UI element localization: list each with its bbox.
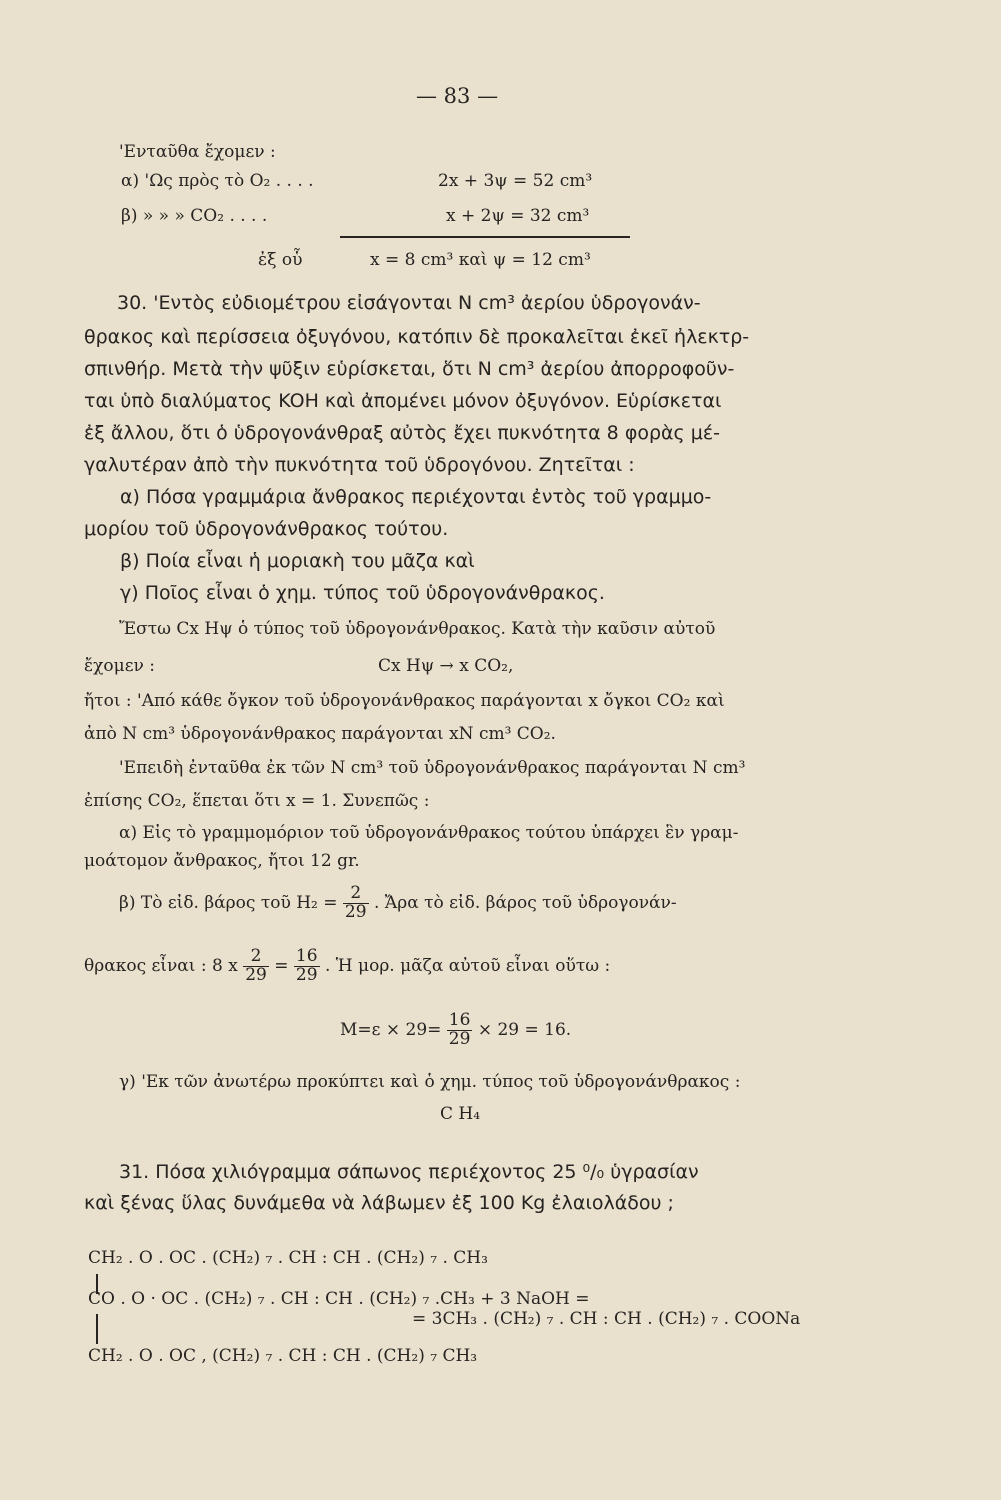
- fraction-numerator: 16: [295, 946, 318, 966]
- solution-line-8: μοάτομον ἄνθρακος, ἤτοι 12 gr.: [84, 851, 360, 871]
- result-equation: x = 8 cm³ καὶ ψ = 12 cm³: [370, 250, 591, 270]
- density-text: θρακος εἶναι : 8 x: [84, 955, 238, 976]
- solution-line-1: Ἔστω Cx Hψ ὁ τύπος τοῦ ὑδρογονάνθρακος. Κατὰ τὴν καῦσιν αὐτοῦ: [119, 619, 716, 639]
- solution-line-4: ἀπὸ N cm³ ὑδρογονάνθρακος παράγονται xN cm³ CO₂.: [84, 724, 556, 744]
- reaction-row-2: CO . O · OC . (CH₂) ₇ . CH : CH . (CH₂) ₇ .CH₃ + 3 NaOH =: [88, 1289, 590, 1309]
- fraction-numerator: 16: [448, 1010, 471, 1030]
- fraction-denominator: 29: [448, 1028, 471, 1049]
- fraction-denominator: 29: [245, 964, 267, 985]
- problem30-line-2: θρακος καὶ περίσσεια ὀξυγόνου, κατόπιν δὲ προκαλεῖται ἐκεῖ ἠλεκτρ-: [84, 326, 750, 348]
- equation-label-a: α) 'Ως πρὸς τὸ O₂ . . . .: [121, 171, 314, 191]
- intro-heading: 'Ενταῦθα ἔχομεν :: [119, 142, 276, 162]
- specific-gravity-line: [119, 885, 677, 922]
- problem30-line-5: ἐξ ἄλλου, ὅτι ὁ ὑδρογονάνθραξ αὐτὸς ἔχει πυκνότητα 8 φορὰς μέ-: [84, 422, 720, 444]
- glycerol-bond-bottom: [96, 1314, 98, 1344]
- beta-text-end: . Ἄρα τὸ εἰδ. βάρος τοῦ ὑδρογονάν-: [373, 892, 677, 913]
- methane-formula: C H₄: [440, 1104, 481, 1124]
- fraction-2-29-b: [243, 948, 269, 985]
- fraction-16-29: [294, 948, 320, 985]
- fraction-2-29: [343, 885, 369, 922]
- sum-rule: [340, 236, 630, 238]
- density-text-end: . Ἡ μορ. μᾶζα αὐτοῦ εἶναι οὕτω :: [324, 955, 611, 976]
- result-label: ἐξ οὗ: [258, 250, 303, 270]
- solution-line-7: α) Εἰς τὸ γραμμομόριον τοῦ ὑδρογονάνθρακος τούτου ὑπάρχει ἓν γραμ-: [119, 823, 739, 843]
- combustion-formula: Cx Hψ → x CO₂,: [378, 656, 514, 676]
- problem30-line-1: 30. 'Εντὸς εὐδιομέτρου εἰσάγονται N cm³ ἀερίου ὑδρογονάν-: [117, 292, 701, 314]
- equation-label-b: β) » » » CO₂ . . . .: [121, 206, 268, 226]
- problem31-line-2: καὶ ξένας ὕλας δυνάμεθα νὰ λάβωμεν ἐξ 100 Kg ἐλαιολάδου ;: [84, 1192, 674, 1214]
- reaction-row-3: = 3CH₃ . (CH₂) ₇ . CH : CH . (CH₂) ₇ . COONa: [412, 1309, 801, 1329]
- equals-sign: =: [274, 955, 289, 976]
- problem30-question-c: γ) Ποῖος εἶναι ὁ χημ. τύπος τοῦ ὑδρογονάνθρακος.: [120, 582, 605, 604]
- equation-a: 2x + 3ψ = 52 cm³: [438, 171, 593, 191]
- solution-line-2-label: ἔχομεν :: [84, 656, 155, 676]
- molar-mass-end: × 29 = 16.: [477, 1019, 572, 1040]
- fraction-numerator: 2: [250, 946, 262, 966]
- fraction-denominator: 29: [295, 964, 318, 985]
- molar-mass-start: M=ε × 29=: [340, 1019, 442, 1040]
- beta-text: β) Τὸ εἰδ. βάρος τοῦ H₂ =: [119, 892, 338, 913]
- problem30-line-3: σπινθήρ. Μετὰ τὴν ψῦξιν εὑρίσκεται, ὅτι N cm³ ἀερίου ἀπορροφοῦν-: [84, 358, 735, 380]
- problem30-question-a: α) Πόσα γραμμάρια ἄνθρακος περιέχονται ἐντὸς τοῦ γραμμο-: [120, 486, 712, 508]
- fraction-denominator: 29: [344, 901, 367, 922]
- problem30-question-a-cont: μορίου τοῦ ὑδρογονάνθρακος τούτου.: [84, 518, 449, 540]
- problem30-line-6: γαλυτέραν ἀπὸ τὴν πυκνότητα τοῦ ὑδρογόνου. Ζητεῖται :: [84, 454, 635, 476]
- solution-line-3: ἤτοι : 'Από κάθε ὄγκον τοῦ ὑδρογονάνθρακος παράγονται x ὄγκοι CO₂ καὶ: [84, 691, 725, 711]
- density-line: [84, 948, 610, 985]
- molar-mass-equation: [340, 1012, 571, 1049]
- fraction-numerator: 2: [350, 883, 362, 903]
- solution-gamma: γ) 'Εκ τῶν ἀνωτέρω προκύπτει καὶ ὁ χημ. τύπος τοῦ ὑδρογονάνθρακος :: [119, 1072, 741, 1092]
- page-number: — 83 —: [416, 84, 499, 108]
- equation-b: x + 2ψ = 32 cm³: [446, 206, 590, 226]
- problem30-line-4: ται ὑπὸ διαλύματος KOH καὶ ἀπομένει μόνον ὀξυγόνον. Εὑρίσκεται: [84, 390, 722, 412]
- solution-line-6: ἐπίσης CO₂, ἕπεται ὅτι x = 1. Συνεπῶς :: [84, 791, 430, 811]
- solution-line-5: 'Επειδὴ ἐνταῦθα ἐκ τῶν N cm³ τοῦ ὑδρογονάνθρακος παράγονται N cm³: [119, 758, 746, 778]
- fraction-16-29-b: [447, 1012, 473, 1049]
- problem31-line-1: 31. Πόσα χιλιόγραμμα σάπωνος περιέχοντος 25 ⁰/₀ ὑγρασίαν: [119, 1161, 699, 1183]
- reaction-row-4: CH₂ . O . OC , (CH₂) ₇ . CH : CH . (CH₂) ₇ CH₃: [88, 1346, 478, 1366]
- reaction-row-1: CH₂ . O . OC . (CH₂) ₇ . CH : CH . (CH₂) ₇ . CH₃: [88, 1248, 488, 1268]
- problem30-question-b: β) Ποία εἶναι ἡ μοριακὴ του μᾶζα καὶ: [120, 550, 475, 572]
